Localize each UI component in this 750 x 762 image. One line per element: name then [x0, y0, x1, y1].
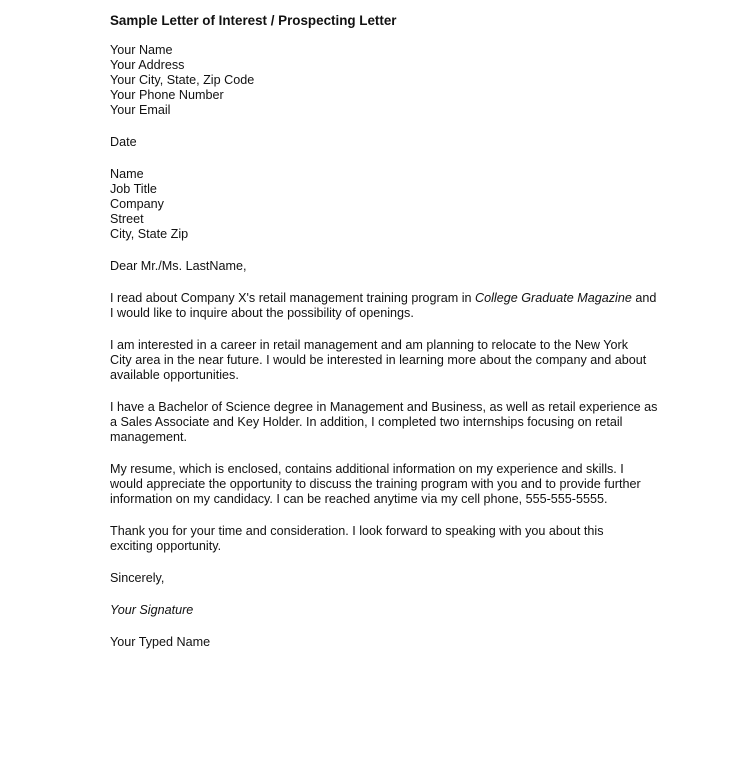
- signature-block: [110, 603, 670, 618]
- salutation-block: [110, 259, 670, 274]
- paragraph-4: [110, 462, 645, 507]
- paragraph-2: [110, 338, 645, 383]
- recipient-job-title: Job Title: [110, 182, 157, 196]
- closing: Sincerely,: [110, 571, 165, 585]
- magazine-title: College Graduate Magazine: [475, 291, 632, 305]
- closing-block: [110, 571, 670, 586]
- recipient-street: Street: [110, 212, 144, 226]
- paragraph-line: would appreciate the opportunity to discuss the training program with you and to provide further: [110, 477, 641, 491]
- recipient-city-state-zip: City, State Zip: [110, 227, 189, 241]
- paragraph-line: [110, 291, 657, 306]
- sender-name: Your Name: [110, 43, 173, 57]
- paragraph-3: [110, 400, 658, 445]
- typed-name: Your Typed Name: [110, 635, 211, 649]
- paragraph-line: exciting opportunity.: [110, 539, 222, 553]
- sender-address-block: [110, 43, 670, 118]
- paragraph-line: I have a Bachelor of Science degree in Management and Business, as well as retail experience as: [110, 400, 658, 414]
- letter-page: [110, 12, 670, 667]
- paragraph-line: Thank you for your time and consideration. I look forward to speaking with you about this: [110, 524, 604, 538]
- recipient-address-block: [110, 167, 670, 242]
- sender-phone: Your Phone Number: [110, 88, 224, 102]
- paragraph-1: [110, 291, 657, 321]
- paragraph-line: My resume, which is enclosed, contains additional information on my experience and skills. I: [110, 462, 624, 476]
- paragraph-line: City area in the near future. I would be interested in learning more about the company and about: [110, 353, 647, 367]
- paragraph-text: and: [631, 291, 657, 305]
- paragraph-line: a Sales Associate and Key Holder. In addition, I completed two internships focusing on retail: [110, 415, 623, 429]
- signature: Your Signature: [110, 603, 194, 617]
- paragraph-line: information on my candidacy. I can be reached anytime via my cell phone, 555-555-5555.: [110, 492, 608, 506]
- paragraph-line: management.: [110, 430, 188, 444]
- letter-date: Date: [110, 135, 137, 149]
- salutation: Dear Mr./Ms. LastName,: [110, 259, 247, 273]
- paragraph-5: [110, 524, 645, 554]
- typed-name-block: [110, 635, 670, 650]
- paragraph-line: I would like to inquire about the possibility of openings.: [110, 306, 414, 320]
- recipient-company: Company: [110, 197, 164, 211]
- recipient-name: Name: [110, 167, 144, 181]
- sender-city-state-zip: Your City, State, Zip Code: [110, 73, 255, 87]
- document-title: Sample Letter of Interest / Prospecting Letter: [110, 13, 397, 28]
- sender-email: Your Email: [110, 103, 171, 117]
- sender-address: Your Address: [110, 58, 185, 72]
- paragraph-line: I am interested in a career in retail management and am planning to relocate to the New York: [110, 338, 629, 352]
- paragraph-line: available opportunities.: [110, 368, 239, 382]
- paragraph-text: I read about Company X's retail management training program in: [110, 291, 476, 305]
- date-line: [110, 135, 670, 150]
